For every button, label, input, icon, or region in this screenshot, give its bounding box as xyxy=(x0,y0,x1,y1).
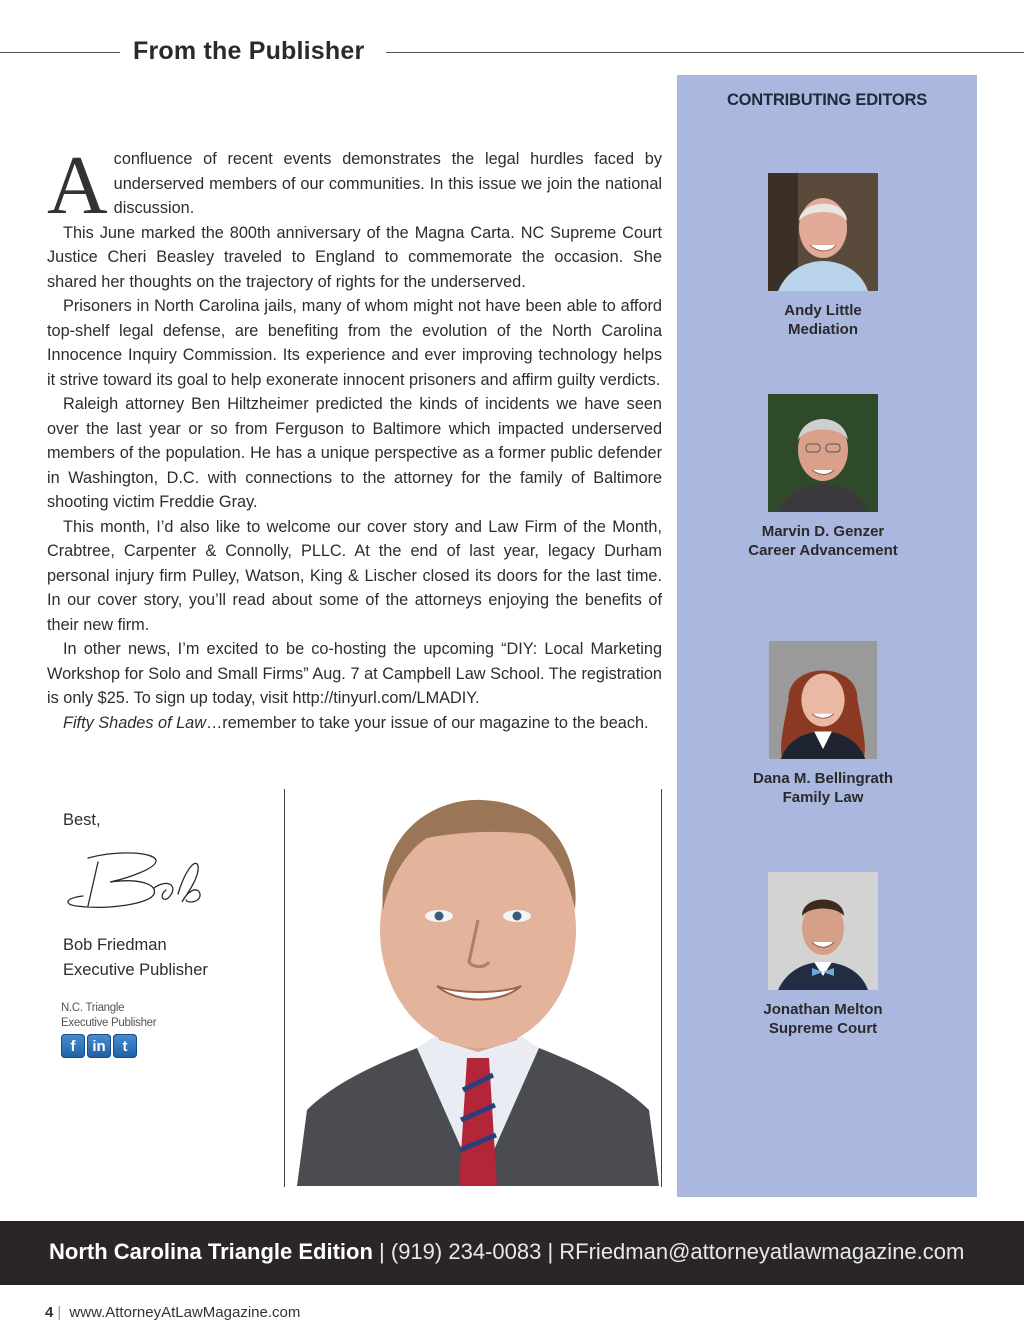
magazine-title-italic: Fifty Shades of Law xyxy=(63,713,206,732)
closing: Best, xyxy=(63,811,101,829)
editor-card xyxy=(677,641,969,807)
photo-rule-left xyxy=(284,789,285,1187)
photo-rule-right xyxy=(661,789,662,1187)
paragraph-7 xyxy=(47,711,662,736)
header-rule-left xyxy=(0,52,120,53)
page-footer: 4 | www.AttorneyAtLawMagazine.com xyxy=(45,1304,301,1321)
editor-name: Dana M. Bellingrath xyxy=(752,770,894,787)
paragraph-5: This month, I’d also like to welcome our cover story and Law Firm of the Month, Crabtree, Carpenter & Connolly, PLLC. At the end of last year, legacy Durham personal injury firm Pulley, Watson, King & Lischer closed its doors for the last time. In our cover story, you’ll read about some of the attorneys enjoying the benefits of their new firm. xyxy=(47,517,662,634)
credit-line-2: Executive Publisher xyxy=(61,1017,157,1029)
page-number: 4 xyxy=(45,1304,54,1321)
paragraph-1 xyxy=(47,139,662,232)
editor-role: Career Advancement xyxy=(748,542,898,559)
editor-name: Marvin D. Genzer xyxy=(761,523,885,540)
editor-photo xyxy=(768,173,878,291)
editor-card xyxy=(677,173,969,339)
credit-line-1: N.C. Triangle xyxy=(61,1002,125,1014)
paragraph-7-text: …remember to take your issue of our magazine to the beach. xyxy=(206,713,649,732)
signatory xyxy=(63,933,208,982)
paragraph-4: Raleigh attorney Ben Hiltzheimer predicted the kinds of incidents we have seen over the last year or so from Ferguson to Baltimore which impacted underserved members of the population. He has a unique perspective as a former public defender in Washington, D.C. with connections to the attorney for the family of Baltimore shooting victim Freddie Gray. xyxy=(47,395,662,511)
publisher-letter xyxy=(47,139,662,735)
paragraph-2: This June marked the 800th anniversary of the Magna Carta. NC Supreme Court Justice Cheri Beasley traveled to England to commemorate the occasion. She shared her thoughts on the trajectory of rights for the underserved. xyxy=(47,223,662,291)
editor-name: Andy Little xyxy=(784,302,862,319)
linkedin-icon[interactable]: in xyxy=(87,1034,111,1058)
page-title: From the Publisher xyxy=(133,37,365,65)
signatory-name: Bob Friedman xyxy=(63,936,167,954)
contact-line: North Carolina Triangle Edition | (919) 234-0083 | RFriedman@attorneyatlawmagazine.com xyxy=(49,1239,965,1264)
editor-photo xyxy=(768,641,878,759)
email-link[interactable]: RFriedman@attorneyatlawmagazine.com xyxy=(559,1239,965,1264)
editor-role: Supreme Court xyxy=(768,1020,878,1037)
paragraph-3: Prisoners in North Carolina jails, many of whom might not have been able to afford top-shelf legal defense, are benefiting from the evolution of the North Carolina Innocence Inquiry Commission. Its experience and ever improving technology helps it strive toward its goal to help exonerate innocent prisoners and affirm guilty verdicts. xyxy=(47,297,662,389)
editor-card xyxy=(677,872,969,1038)
contact-bar xyxy=(0,1221,1024,1285)
paragraph-6: In other news, I’m excited to be co-hosting the upcoming “DIY: Local Marketing Workshop for Solo and Small Firms” Aug. 7 at Campbell Law School. The registration is only $25. To sign up today, visit http://tinyurl.com/LMADIY. xyxy=(47,640,662,707)
publisher-photo xyxy=(297,790,659,1186)
twitter-icon[interactable]: t xyxy=(113,1034,137,1058)
contributing-editors-panel xyxy=(677,75,977,1197)
sidebar-title: CONTRIBUTING EDITORS xyxy=(726,91,928,109)
paragraph-1-text: confluence of recent events demonstrates the legal hurdles faced by underserved members of our communities. In this issue we join the national discussion. xyxy=(113,150,662,217)
publisher-credit xyxy=(61,1001,156,1031)
signatory-title: Executive Publisher xyxy=(63,960,208,979)
drop-cap: A xyxy=(47,139,108,232)
editor-photo xyxy=(768,872,878,990)
editor-photo xyxy=(768,394,878,512)
edition-name: North Carolina Triangle Edition xyxy=(49,1239,373,1264)
handwritten-signature xyxy=(58,848,218,918)
phone-number[interactable]: (919) 234-0083 xyxy=(390,1239,542,1264)
header-rule-right xyxy=(386,52,1024,53)
editor-card xyxy=(677,394,969,560)
editor-name: Jonathan Melton xyxy=(763,1001,883,1018)
editor-role: Family Law xyxy=(782,789,864,806)
social-links xyxy=(61,1034,137,1058)
editor-role: Mediation xyxy=(788,321,858,338)
website-link[interactable]: www.AttorneyAtLawMagazine.com xyxy=(69,1304,301,1321)
facebook-icon[interactable]: f xyxy=(61,1034,85,1058)
